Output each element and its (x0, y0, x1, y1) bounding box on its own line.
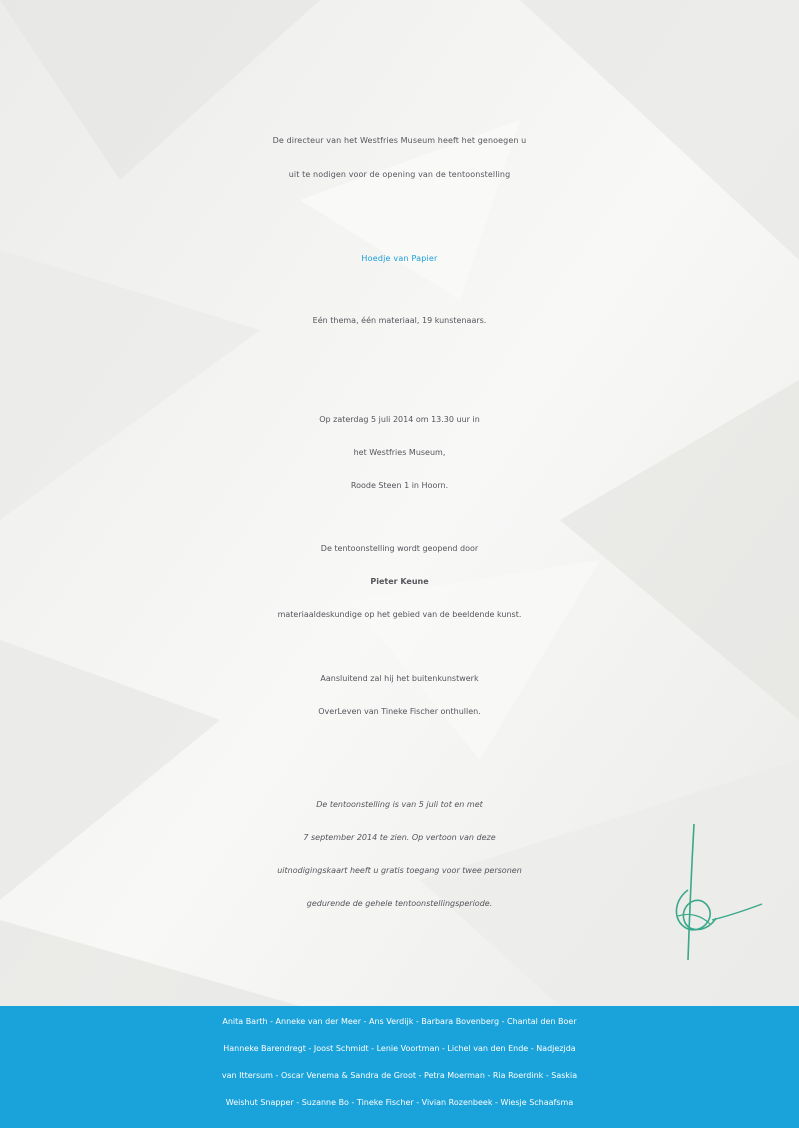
notice-line-4: gedurende de gehele tentoonstellingsperiode. (306, 899, 493, 908)
details-line-2: het Westfries Museum, (353, 448, 446, 457)
exhibition-subtitle: Eén thema, één materiaal, 19 kunstenaars. (312, 316, 487, 325)
intro-line-2: uit te nodigen voor de opening van de tentoonstelling (288, 170, 511, 179)
notice-line-3: uitnodigingskaart heeft u gratis toegang voor twee personen (277, 866, 522, 875)
followup-line-1: Aansluitend zal hij het buitenkunstwerk (320, 674, 479, 683)
artists-line-1: Anita Barth - Anneke van der Meer - Ans Verdijk - Barbara Bovenberg - Chantal den Boer (222, 1017, 577, 1026)
details-line-1: Op zaterdag 5 juli 2014 om 13.30 uur in (319, 415, 480, 424)
handwritten-signature (668, 820, 764, 965)
artists-line-2: Hanneke Barendregt - Joost Schmidt - Lenie Voortman - Lichel van den Ende - Nadjezjda (223, 1044, 576, 1053)
opening-line-3: materiaaldeskundige op het gebied van de beeldende kunst. (277, 610, 522, 619)
followup-line-2: OverLeven van Tineke Fischer onthullen. (318, 707, 481, 716)
notice-line-2: 7 september 2014 te zien. Op vertoon van deze (303, 833, 496, 842)
artists-footer (0, 1006, 799, 1128)
notice-line-1: De tentoonstelling is van 5 juli tot en met (316, 800, 483, 809)
opening-line-1: De tentoonstelling wordt geopend door (320, 544, 479, 553)
artists-line-4: Weishut Snapper - Suzanne Bo - Tineke Fischer - Vivian Rozenbeek - Wiesje Schaafsma (225, 1098, 574, 1107)
details-line-3: Roode Steen 1 in Hoorn. (350, 481, 449, 490)
intro-line-1: De directeur van het Westfries Museum heeft het genoegen u (272, 136, 527, 145)
exhibition-title: Hoedje van Papier (361, 254, 438, 263)
speaker-name: Pieter Keune (370, 577, 429, 586)
artists-line-3: van Ittersum - Oscar Venema & Sandra de Groot - Petra Moerman - Ria Roerdink - Saskia (221, 1071, 578, 1080)
